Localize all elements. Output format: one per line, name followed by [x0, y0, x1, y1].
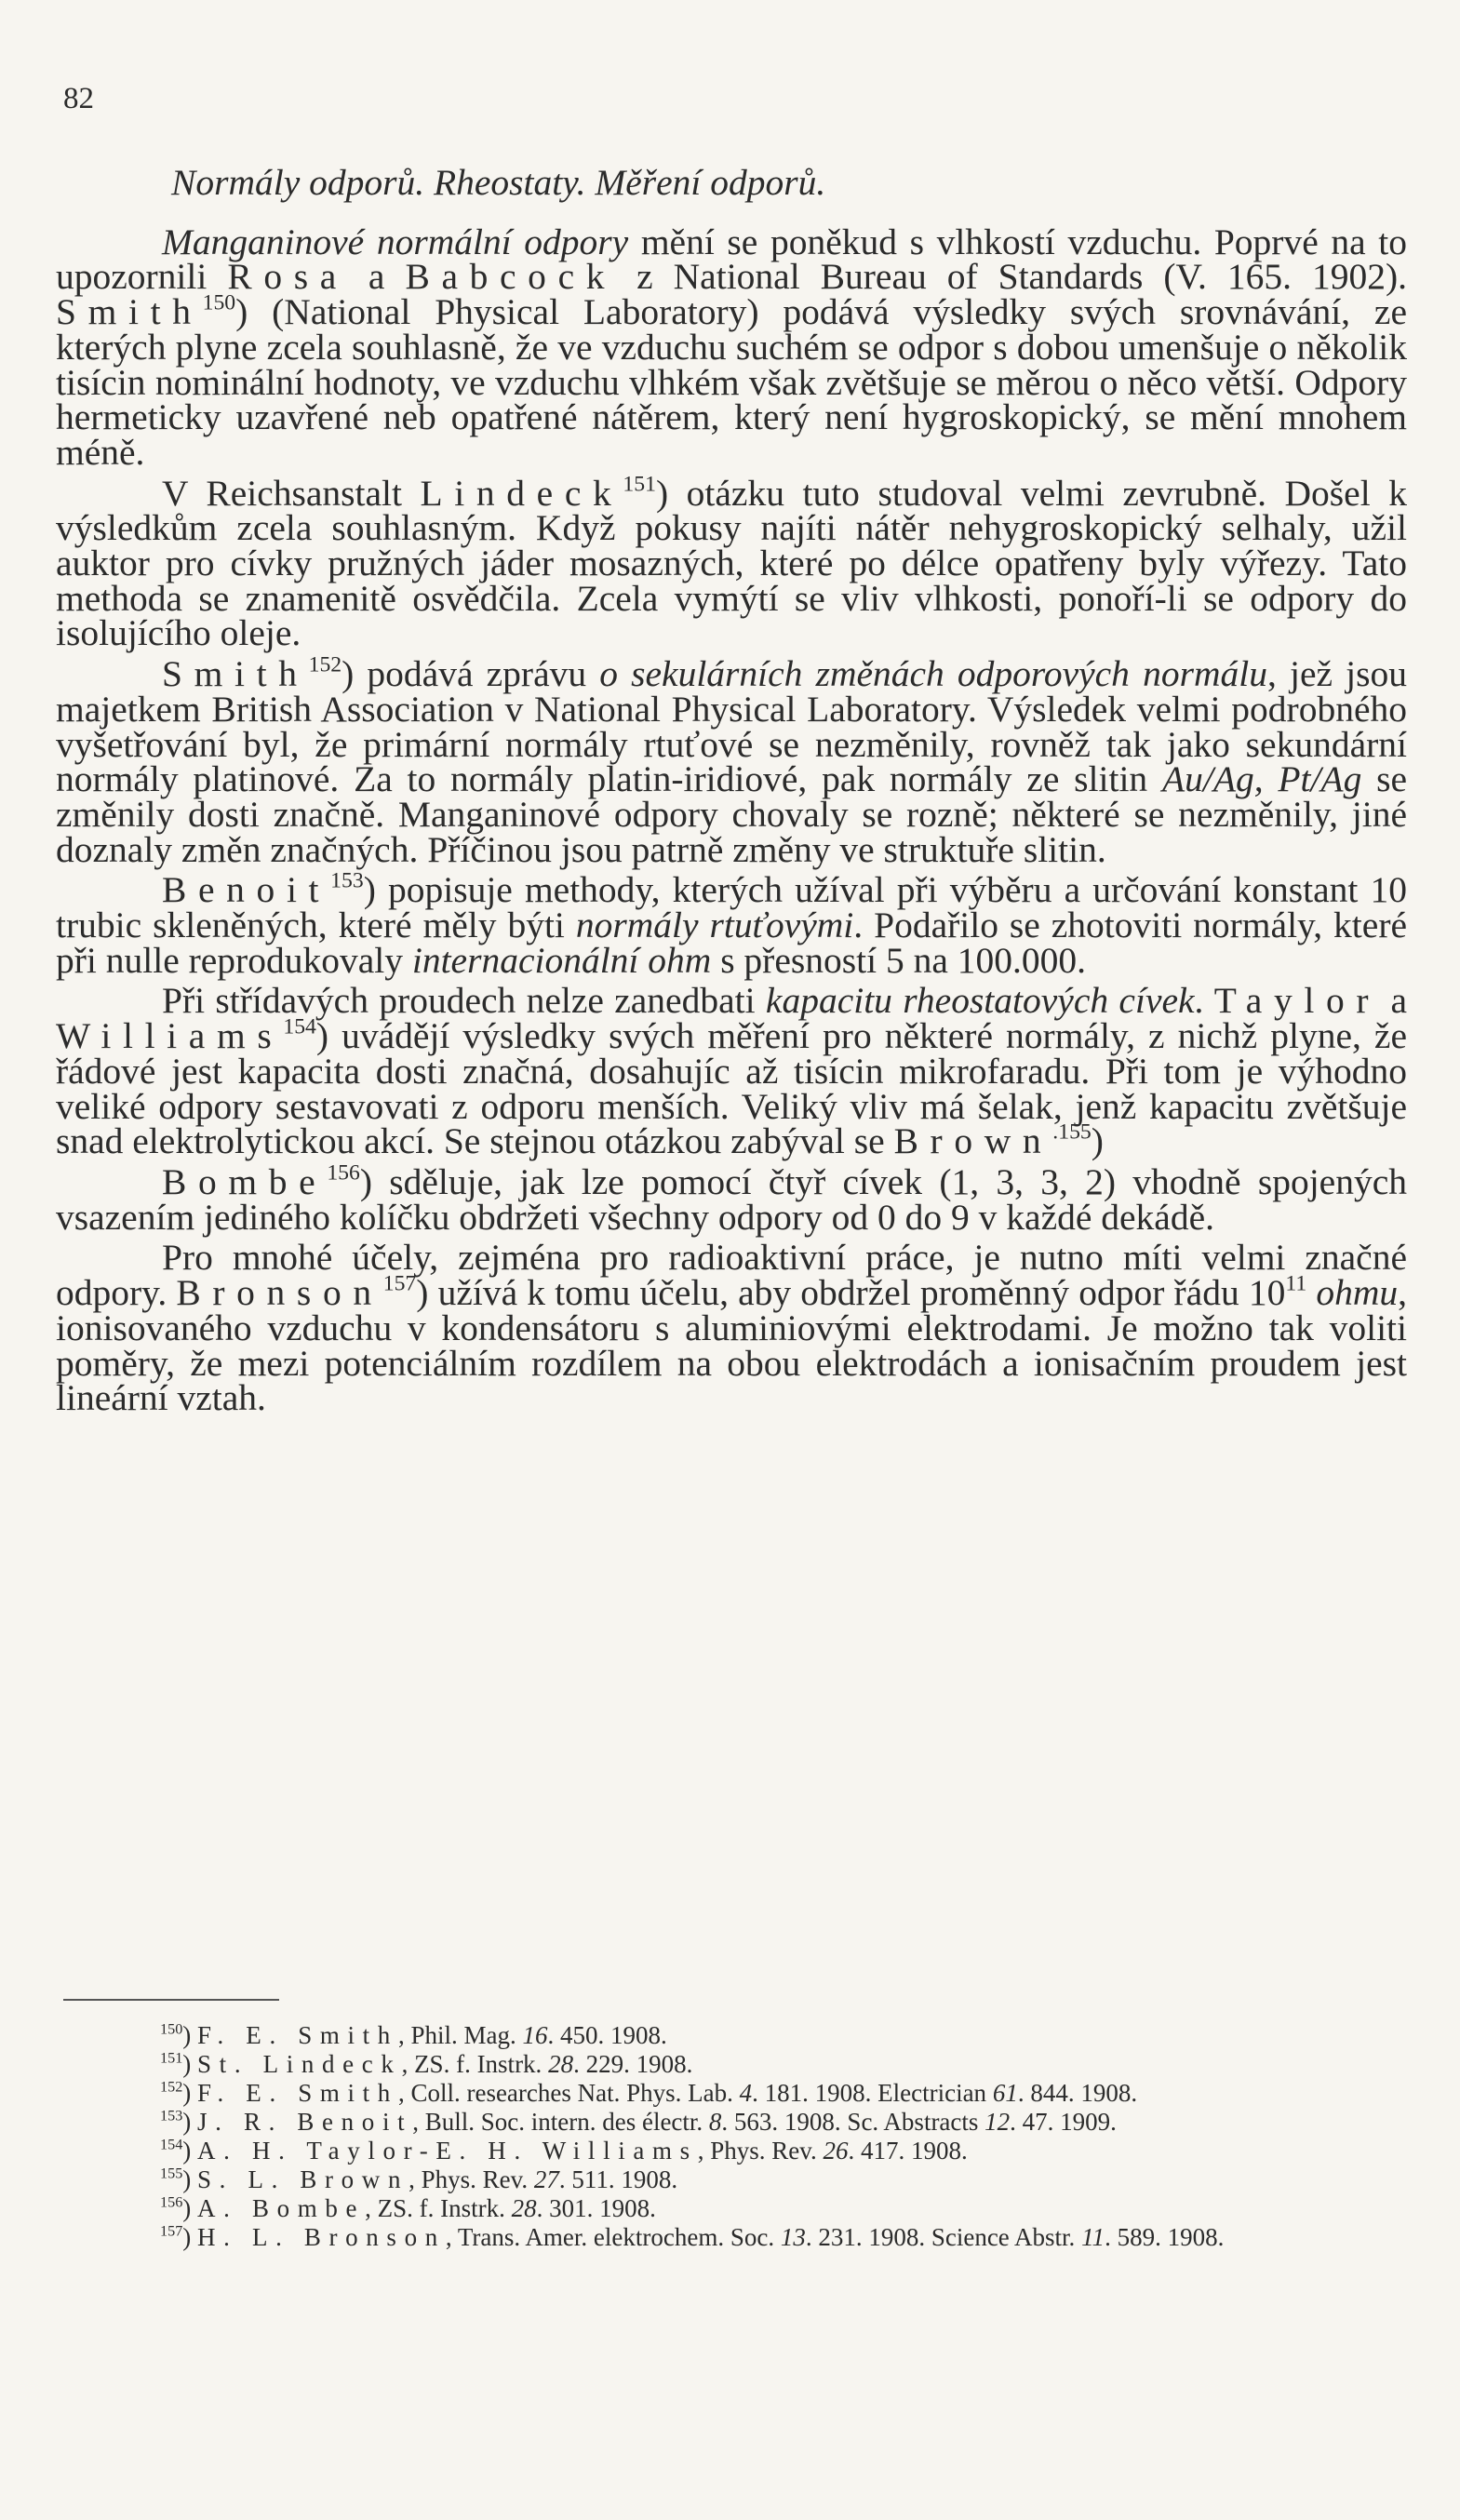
footnote-source: , Phys. Rev.: [409, 2165, 534, 2193]
emphasis-term: Au/Ag, Pt/Ag: [1161, 758, 1362, 800]
footnote-source: , ZS. f. Instrk.: [365, 2194, 512, 2222]
emphasis-term: internacionální ohm: [411, 939, 712, 981]
text-run: a: [347, 256, 406, 298]
text-run: ) otázku tuto studoval velmi zevrubně. Došel k výsledkům zcela souhlasným. Když pokusy najíti nátěr nehygroskopický selhaly, užil auktor pro cívky pružných jáder mosazných, které po délce opatřeny byly výřezy. Tato methoda se znamenitě osvědčila. Zcela vymýtí se vliv vlhkosti, ponoří-li se odpory do isolujícího oleje.: [56, 472, 1407, 654]
footnote-author: H. L. Bronson: [197, 2223, 446, 2251]
footnote-ref: 156: [327, 1160, 360, 1186]
footnote-ref: 150: [202, 290, 236, 315]
main-text: [56, 162, 1408, 1422]
footnote-source: . 229. 1908.: [573, 2050, 693, 2078]
footnote-source: . 844. 1908.: [1017, 2079, 1138, 2107]
text-run: ): [1091, 1120, 1104, 1162]
author-name: Lindeck: [420, 472, 623, 514]
text-run: s přesností 5 na 100.000.: [711, 939, 1086, 981]
footnote-number: 156: [160, 2193, 183, 2211]
footnote-156: $^{156}$) A. Bombe, ZS. f. Instrk. 28. 301. 1908.: [160, 2193, 656, 2222]
footnote-volume: 61: [992, 2079, 1018, 2107]
emphasis-term: ohmu: [1316, 1272, 1399, 1314]
footnote-number: 150: [160, 2020, 183, 2038]
text-run: ) užívá k tomu účelu, aby obdržel proměnný odpor řádu 10: [416, 1272, 1286, 1314]
footnote-152: $^{152}$) F. E. Smith, Coll. researches Nat. Phys. Lab. 4. 181. 1908. Electrician 61. 844. 1908.: [160, 2078, 1138, 2107]
footnote-ref: 157: [382, 1271, 417, 1296]
footnote-ref: .155: [1052, 1119, 1092, 1145]
author-name: Bombe: [162, 1160, 328, 1202]
footnote-volume: 26: [823, 2137, 849, 2165]
footnote-source: , Phil. Mag.: [397, 2021, 523, 2049]
text-run: ) (National Physical Laboratory) podává výsledky svých srovnávání, ze kterých plyne zcela souhlasně, že ve vzduchu suchém se odpor s dobou umenšuje o několik tisícin nominální hodnoty, ve vzduchu vlhkém však zvětšuje se měrou o něco větší. Odpory hermeticky uzavřené neb opatřené nátěrem, který není hygroskopický, se mění mnohem méně.: [56, 291, 1407, 473]
footnote-volume: 28: [511, 2194, 537, 2222]
text-run: , jež jsou majetkem British Association v National Physical Laboratory. Výsledek velmi podrobného vyšetřování byl, že primární normály rtuťové se nezměnily, rovněž tak jako sekundární normály platinové. Za to normály platin-iridiové, pak normály ze slitin: [56, 653, 1408, 800]
text-run: ) podává zprávu: [342, 653, 600, 695]
author-name: Benoit: [162, 869, 331, 911]
footnote-151: $^{151}$) St. Lindeck, ZS. f. Instrk. 28. 229. 1908.: [160, 2049, 693, 2078]
paragraph-bronson: [56, 1237, 1408, 1419]
author-name: Smith: [162, 653, 309, 695]
footnote-source: , ZS. f. Instrk.: [401, 2050, 549, 2078]
page-number: 82: [63, 82, 94, 115]
section-heading: [56, 162, 1407, 203]
footnote-author: F. E. Smith: [197, 2021, 398, 2049]
paragraph-smith: [56, 652, 1408, 870]
paragraph-bombe: [56, 1160, 1407, 1238]
footnote-author: A. H. Taylor-E. H. Williams: [197, 2137, 698, 2165]
footnote-source: . 301. 1908.: [536, 2194, 656, 2222]
footnote-150: $^{150}$) F. E. Smith, Phil. Mag. 16. 450. 1908.: [160, 2020, 667, 2049]
footnote-volume: 27: [533, 2165, 559, 2193]
footnote-volume: 12: [984, 2108, 1011, 2136]
footnote-author: S. L. Brown: [197, 2165, 409, 2193]
text-run: se změnily dosti značně. Manganinové odpory chovaly se rozně; některé se nezměnily, jiné doznaly změn značných. Příčinou jsou patrně změny ve struktuře slitin.: [56, 758, 1408, 870]
footnote-volume: 4: [739, 2079, 753, 2107]
footnote-154: $^{154}$) A. H. Taylor-E. H. Williams, Phys. Rev. 26. 417. 1908.: [160, 2136, 968, 2165]
footnote-source: , Coll. researches Nat. Phys. Lab.: [397, 2079, 740, 2107]
footnote-volume: 13: [780, 2223, 806, 2251]
footnote-number: 153: [160, 2107, 183, 2125]
footnote-number: 155: [160, 2165, 183, 2182]
footnote-volume: 11: [1081, 2223, 1105, 2251]
footnote-number: 152: [160, 2078, 183, 2096]
footnote-source: , Bull. Soc. intern. des électr.: [412, 2108, 709, 2136]
footnote-source: . 589. 1908.: [1105, 2223, 1225, 2251]
paragraph-capacity: [56, 980, 1408, 1162]
footnote-155: $^{155}$) S. L. Brown, Phys. Rev. 27. 511. 1908.: [160, 2165, 678, 2193]
exponent: 11: [1285, 1271, 1307, 1296]
footnote-number: 151: [160, 2049, 183, 2067]
author-name: Smith: [56, 291, 203, 333]
footnote-author: F. E. Smith: [197, 2079, 398, 2107]
text-run: V Reichsanstalt: [162, 472, 421, 514]
text-run: z National Bureau of Standards (V. 165. 1902).: [616, 256, 1407, 298]
text-run: . Podařilo se zhotoviti normály, které při nulle reprodukovaly: [56, 905, 1407, 981]
text-run: ) sděluje, jak lze pomocí čtyř cívek (1, 3, 3, 2) vhodně spojených vsazením jediného kolíčku obdržeti všechny odpory od 0 do 9 v každé dekádě.: [56, 1160, 1407, 1238]
footnote-volume: 28: [548, 2050, 574, 2078]
footnote-number: 154: [160, 2136, 183, 2153]
footnote-source: . 563. 1908. Sc. Abstracts: [721, 2108, 985, 2136]
footnote-number: 157: [160, 2222, 183, 2240]
footnote-157: $^{157}$) H. L. Bronson, Trans. Amer. elektrochem. Soc. 13. 231. 1908. Science Abstr. 11. 589. 1908.: [160, 2222, 1225, 2251]
paragraph-lindeck: [56, 472, 1407, 654]
footnote-ref: 154: [283, 1014, 316, 1039]
emphasis-term: o sekulárních změnách odporových normálu: [599, 653, 1267, 695]
text-run: mění se poněkud s vlhkostí vzduchu. Poprvé na to upozornili: [56, 221, 1407, 298]
emphasis-term: Manganinové normální odpory: [162, 221, 629, 262]
footnote-source: . 450. 1908.: [547, 2021, 667, 2049]
footnote-153: $^{153}$) J. R. Benoit, Bull. Soc. intern. des électr. 8. 563. 1908. Sc. Abstracts 12. 47. 1909.: [160, 2107, 1117, 2136]
footnote-source: . 47. 1909.: [1010, 2108, 1117, 2136]
footnote-ref: 152: [308, 652, 342, 677]
footnotes: [56, 2021, 1407, 2252]
footnote-ref: 151: [623, 472, 656, 497]
footnote-source: . 181. 1908. Electrician: [752, 2079, 993, 2107]
text-run: a: [1380, 980, 1408, 1022]
emphasis-term: kapacitu rheostatových cívek: [765, 980, 1195, 1022]
author-name: Rosa: [227, 256, 348, 298]
author-name: Babcock: [405, 256, 617, 298]
section-heading-text: Normály odporů. Rheostaty. Měření odporů.: [171, 162, 826, 203]
paragraph-manganin: [56, 221, 1407, 473]
text-run: ) popisuje methody, kterých užíval při výběru a určování konstant 10 trubic skleněných, které měly býti: [56, 869, 1407, 946]
emphasis-term: normály rtuťovými: [575, 905, 854, 946]
text-run: .: [1194, 980, 1214, 1022]
text-run: Pro mnohé účely, zejména pro radioaktivní práce, je nutno míti velmi značné odpory.: [56, 1237, 1407, 1314]
footnote-source: . 511. 1908.: [558, 2165, 678, 2193]
footnote-divider: [63, 1999, 279, 2001]
footnote-source: . 417. 1908.: [848, 2137, 968, 2165]
footnote-author: St. Lindeck: [197, 2050, 402, 2078]
footnote-volume: 8: [708, 2108, 722, 2136]
footnote-volume: 16: [522, 2021, 548, 2049]
paragraph-benoit: [56, 868, 1407, 981]
footnote-source: , Trans. Amer. elektrochem. Soc.: [445, 2223, 781, 2251]
author-name: Taylor: [1213, 980, 1381, 1022]
author-name: Williams: [56, 1015, 284, 1057]
footnote-ref: 153: [330, 868, 364, 893]
footnote-source: , Phys. Rev.: [697, 2137, 824, 2165]
text-run: ) uvádějí výsledky svých měření pro některé normály, z nichž plyne, že řádové jest kapacita dosti značná, dosahujíc až tisícin mikrofaradu. Při tom je výhodno veliké odpory sestavovati z odporu menších. Veliký vliv má šelak, jenž kapacitu zvětšuje snad elektrolytickou akcí. Se stejnou otázkou zabýval se: [56, 1015, 1407, 1162]
author-name: Brown: [893, 1120, 1053, 1162]
author-name: Bronson: [176, 1272, 383, 1314]
footnote-author: A. Bombe: [197, 2194, 366, 2222]
footnote-source: . 231. 1908. Science Abstr.: [805, 2223, 1082, 2251]
text-run: , ionisovaného vzduchu v kondensátoru s aluminiovými elektrodami. Je možno tak voliti poměry, že mezi potenciálním rozdílem na obou elektrodách a ionisačním proudem jest lineární vztah.: [56, 1272, 1408, 1419]
text-run: Při střídavých proudech nelze zanedbati: [162, 980, 766, 1022]
footnote-author: J. R. Benoit: [197, 2108, 413, 2136]
